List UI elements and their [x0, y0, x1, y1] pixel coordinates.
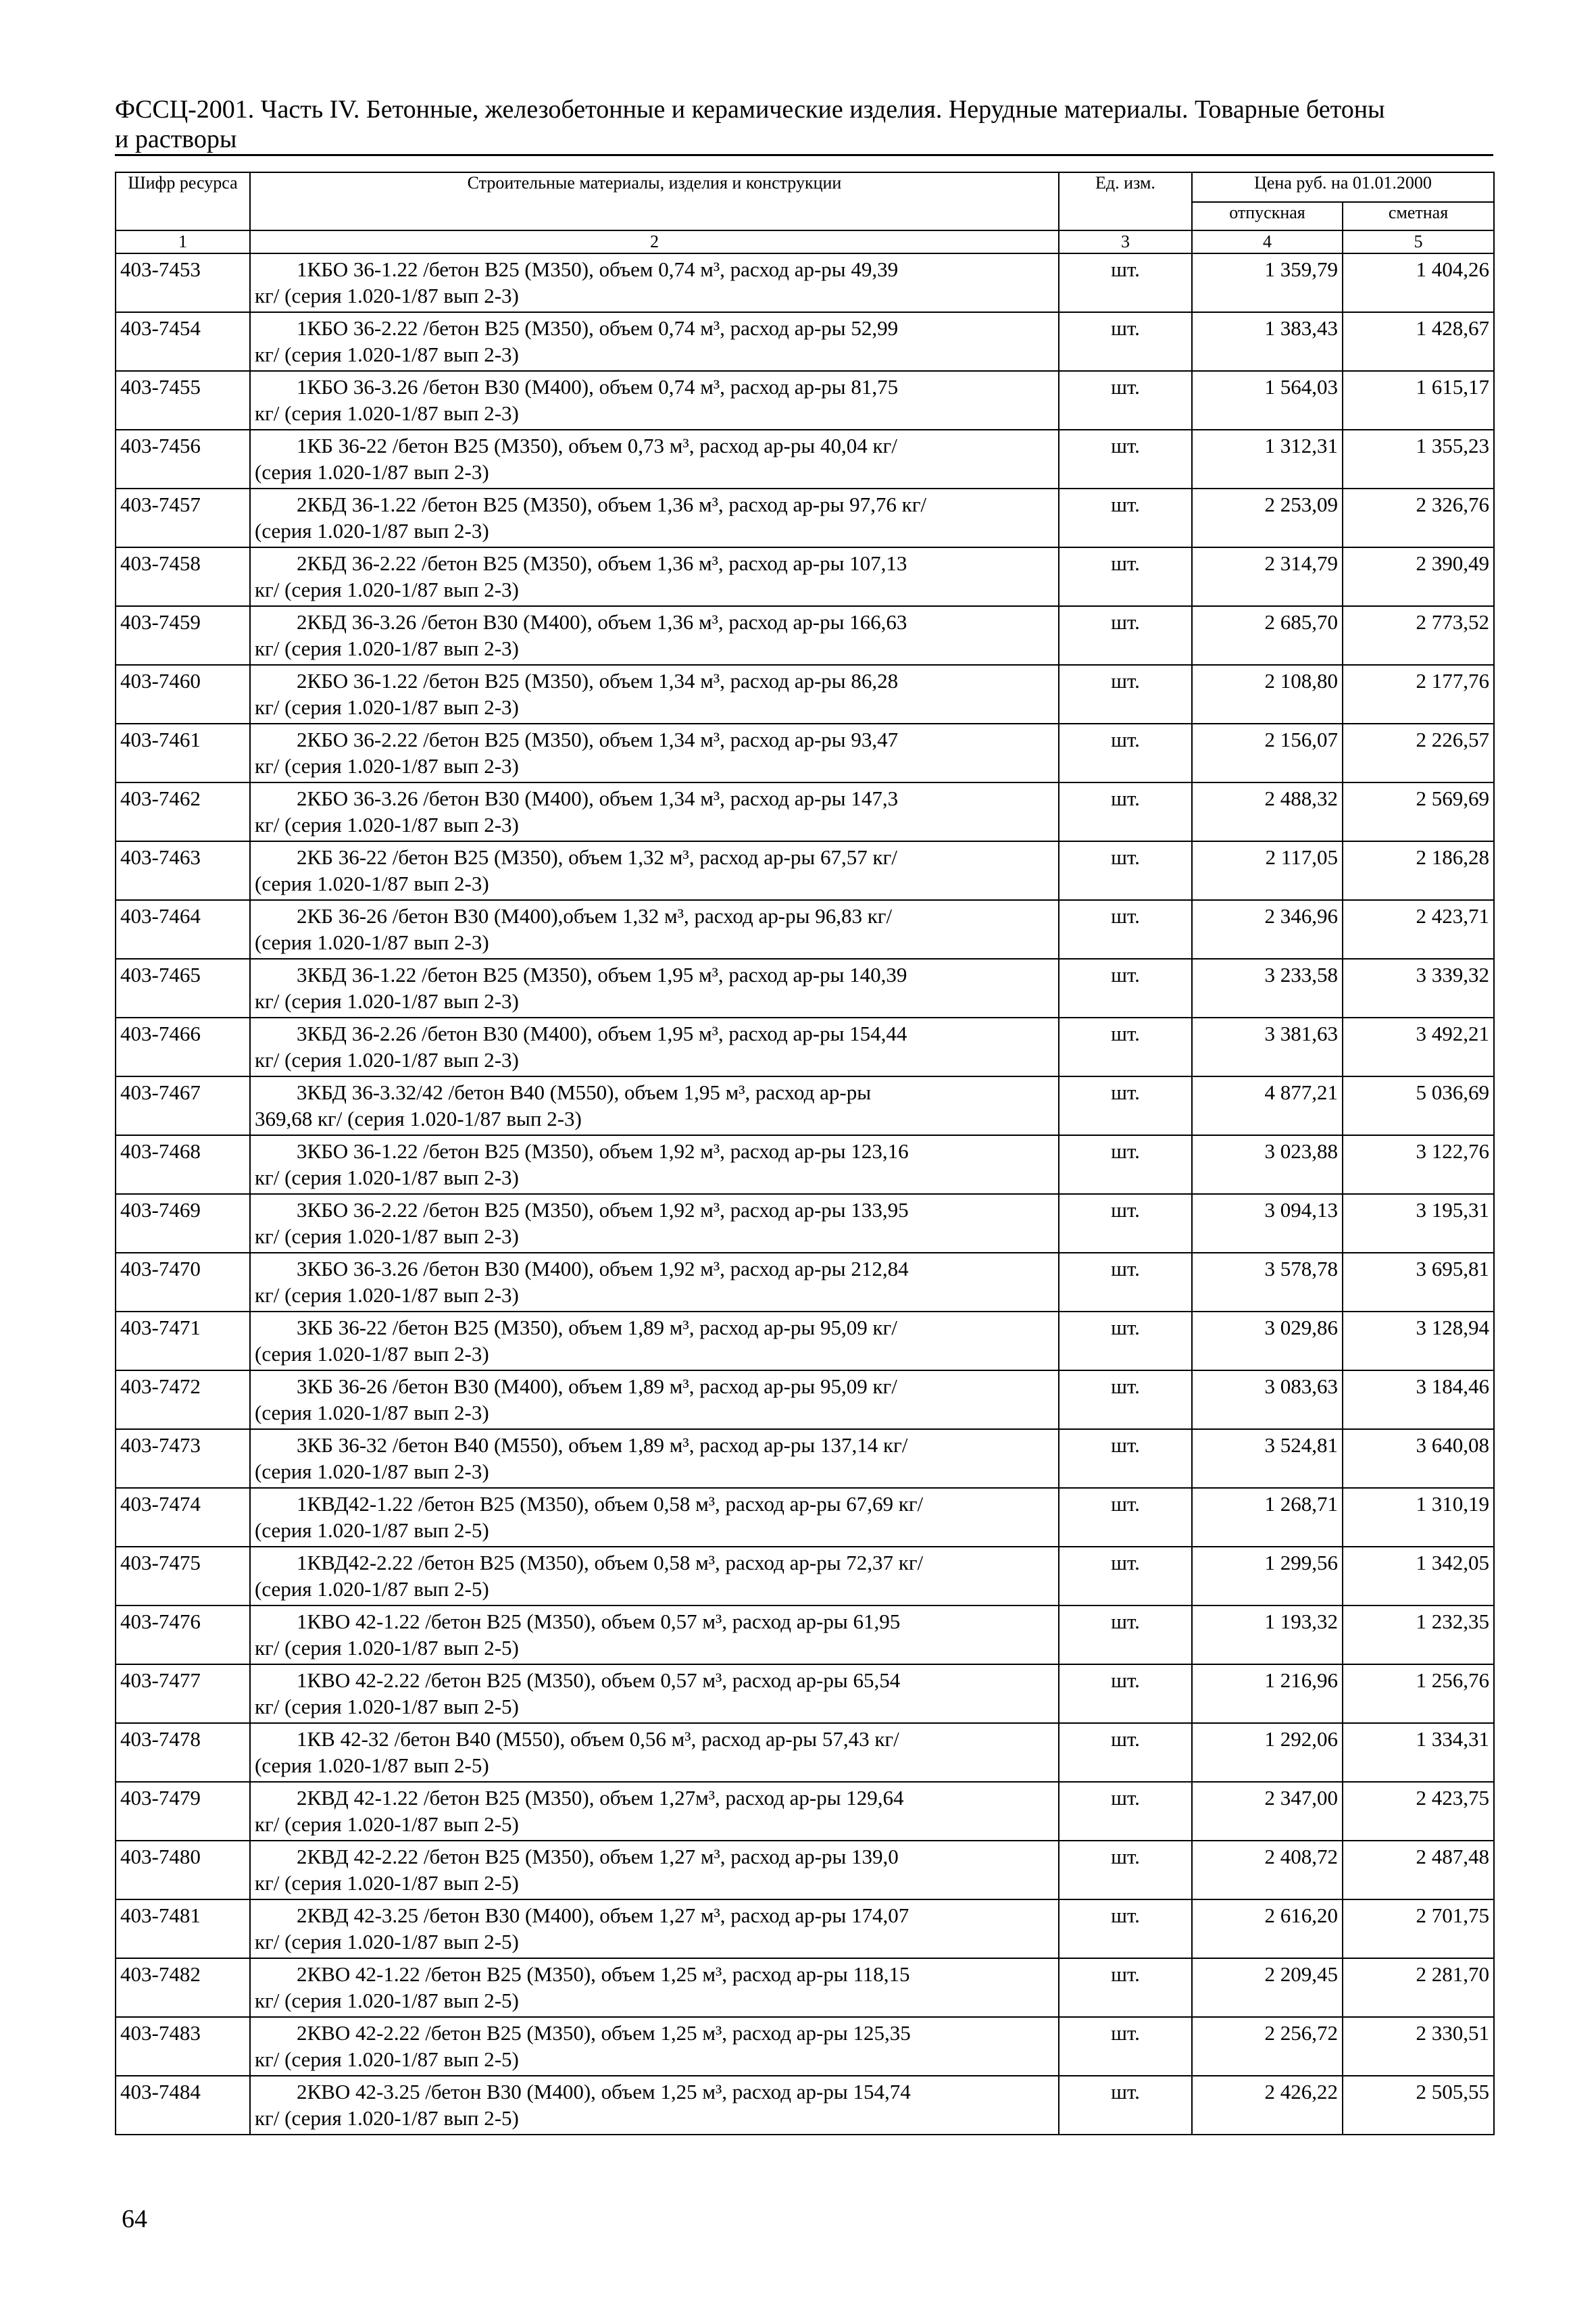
description-line-1: 2КБО 36-1.22 /бетон В25 (М350), объем 1,34 м³, расход ар-ры 86,28 — [297, 669, 899, 693]
release-price-cell: 3 381,63 — [1192, 1018, 1343, 1076]
description-line-2: кг/ (серия 1.020-1/87 вып 2-3) — [255, 1224, 519, 1248]
table-row — [116, 959, 1494, 1018]
resource-code-cell: 403-7478 — [116, 1723, 250, 1782]
release-price-cell: 1 299,56 — [1192, 1547, 1343, 1605]
table-row — [116, 1899, 1494, 1958]
release-price-cell: 4 877,21 — [1192, 1076, 1343, 1135]
resource-code-cell: 403-7466 — [116, 1018, 250, 1076]
estimate-price-cell: 2 701,75 — [1343, 1899, 1494, 1958]
table-row — [116, 1782, 1494, 1841]
table-row — [116, 253, 1494, 312]
unit-cell: шт. — [1059, 489, 1192, 547]
description-line-1: 1КВД42-2.22 /бетон В25 (М350), объем 0,58 м³, расход ар-ры 72,37 кг/ — [297, 1551, 924, 1574]
description-cell — [250, 1782, 1059, 1841]
description-line-1: 1КВО 42-1.22 /бетон В25 (М350), объем 0,57 м³, расход ар-ры 61,95 — [297, 1610, 901, 1633]
table-row — [116, 900, 1494, 959]
col-header-estimate: сметная — [1343, 202, 1494, 230]
description-cell — [250, 1018, 1059, 1076]
column-numbers-row — [116, 230, 1494, 253]
description-cell — [250, 1899, 1059, 1958]
table-row — [116, 665, 1494, 724]
estimate-price-cell: 1 232,35 — [1343, 1605, 1494, 1664]
description-cell — [250, 1841, 1059, 1899]
description-cell — [250, 1370, 1059, 1429]
description-cell — [250, 1312, 1059, 1370]
col-header-release: отпускная — [1192, 202, 1343, 230]
release-price-cell: 2 346,96 — [1192, 900, 1343, 959]
estimate-price-cell: 3 640,08 — [1343, 1429, 1494, 1488]
description-line-1: 2КБО 36-2.22 /бетон В25 (М350), объем 1,34 м³, расход ар-ры 93,47 — [297, 728, 899, 751]
release-price-cell: 1 312,31 — [1192, 430, 1343, 489]
description-cell — [250, 1605, 1059, 1664]
table-row — [116, 2017, 1494, 2076]
table-row — [116, 1018, 1494, 1076]
release-price-cell: 2 209,45 — [1192, 1958, 1343, 2017]
description-line-1: 3КБО 36-2.22 /бетон В25 (М350), объем 1,92 м³, расход ар-ры 133,95 — [297, 1198, 909, 1222]
description-cell — [250, 430, 1059, 489]
resource-code-cell: 403-7484 — [116, 2076, 250, 2135]
description-line-1: 1КБ 36-22 /бетон В25 (М350), объем 0,73 м³, расход ар-ры 40,04 кг/ — [297, 434, 897, 457]
unit-cell: шт. — [1059, 1018, 1192, 1076]
resource-code-cell: 403-7482 — [116, 1958, 250, 2017]
release-price-cell: 1 564,03 — [1192, 371, 1343, 430]
resource-code-cell: 403-7479 — [116, 1782, 250, 1841]
estimate-price-cell: 3 339,32 — [1343, 959, 1494, 1018]
column-number: 5 — [1343, 230, 1494, 253]
table-row — [116, 371, 1494, 430]
release-price-cell: 2 685,70 — [1192, 606, 1343, 665]
table-row — [116, 1488, 1494, 1547]
release-price-cell: 2 108,80 — [1192, 665, 1343, 724]
estimate-price-cell: 2 390,49 — [1343, 547, 1494, 606]
estimate-price-cell: 2 773,52 — [1343, 606, 1494, 665]
estimate-price-cell: 2 330,51 — [1343, 2017, 1494, 2076]
description-line-2: кг/ (серия 1.020-1/87 вып 2-3) — [255, 343, 519, 366]
estimate-price-cell: 3 695,81 — [1343, 1253, 1494, 1312]
resource-code-cell: 403-7469 — [116, 1194, 250, 1253]
resource-code-cell: 403-7455 — [116, 371, 250, 430]
description-line-2: 369,68 кг/ (серия 1.020-1/87 вып 2-3) — [255, 1107, 582, 1130]
release-price-cell: 1 268,71 — [1192, 1488, 1343, 1547]
unit-cell: шт. — [1059, 1488, 1192, 1547]
release-price-cell: 2 426,22 — [1192, 2076, 1343, 2135]
release-price-cell: 2 256,72 — [1192, 2017, 1343, 2076]
unit-cell: шт. — [1059, 430, 1192, 489]
estimate-price-cell: 1 256,76 — [1343, 1664, 1494, 1723]
description-line-1: 2КБД 36-3.26 /бетон В30 (М400), объем 1,36 м³, расход ар-ры 166,63 — [297, 610, 907, 634]
description-line-2: кг/ (серия 1.020-1/87 вып 2-3) — [255, 578, 519, 601]
resource-code-cell: 403-7462 — [116, 782, 250, 841]
description-line-2: кг/ (серия 1.020-1/87 вып 2-5) — [255, 1871, 519, 1895]
resource-code-cell: 403-7483 — [116, 2017, 250, 2076]
release-price-cell: 3 233,58 — [1192, 959, 1343, 1018]
description-line-2: кг/ (серия 1.020-1/87 вып 2-3) — [255, 284, 519, 307]
description-cell — [250, 606, 1059, 665]
unit-cell: шт. — [1059, 724, 1192, 782]
resource-code-cell: 403-7458 — [116, 547, 250, 606]
description-cell — [250, 1429, 1059, 1488]
description-line-1: 3КБ 36-32 /бетон В40 (М550), объем 1,89 м³, расход ар-ры 137,14 кг/ — [297, 1433, 908, 1457]
resource-code-cell: 403-7460 — [116, 665, 250, 724]
description-cell — [250, 253, 1059, 312]
table-body — [116, 253, 1494, 2135]
resource-code-cell: 403-7464 — [116, 900, 250, 959]
estimate-price-cell: 1 342,05 — [1343, 1547, 1494, 1605]
description-line-1: 2КВД 42-2.22 /бетон В25 (М350), объем 1,27 м³, расход ар-ры 139,0 — [297, 1845, 899, 1868]
release-price-cell: 2 314,79 — [1192, 547, 1343, 606]
estimate-price-cell: 1 355,23 — [1343, 430, 1494, 489]
description-cell — [250, 841, 1059, 900]
release-price-cell: 2 616,20 — [1192, 1899, 1343, 1958]
estimate-price-cell: 1 334,31 — [1343, 1723, 1494, 1782]
description-cell — [250, 1135, 1059, 1194]
description-line-2: кг/ (серия 1.020-1/87 вып 2-3) — [255, 1283, 519, 1307]
description-cell — [250, 1547, 1059, 1605]
unit-cell: шт. — [1059, 2076, 1192, 2135]
unit-cell: шт. — [1059, 1841, 1192, 1899]
description-line-2: кг/ (серия 1.020-1/87 вып 2-5) — [255, 1636, 519, 1660]
description-line-2: кг/ (серия 1.020-1/87 вып 2-3) — [255, 813, 519, 837]
page-number: 64 — [122, 2205, 147, 2233]
table-row — [116, 1253, 1494, 1312]
table-row — [116, 1194, 1494, 1253]
page-header — [115, 95, 1493, 154]
table-row — [116, 312, 1494, 371]
estimate-price-cell: 3 195,31 — [1343, 1194, 1494, 1253]
release-price-cell: 2 408,72 — [1192, 1841, 1343, 1899]
description-cell — [250, 2076, 1059, 2135]
description-line-2: кг/ (серия 1.020-1/87 вып 2-3) — [255, 989, 519, 1013]
resource-code-cell: 403-7461 — [116, 724, 250, 782]
estimate-price-cell: 1 615,17 — [1343, 371, 1494, 430]
resource-code-cell: 403-7480 — [116, 1841, 250, 1899]
unit-cell: шт. — [1059, 959, 1192, 1018]
description-line-2: кг/ (серия 1.020-1/87 вып 2-5) — [255, 1695, 519, 1718]
resource-code-cell: 403-7475 — [116, 1547, 250, 1605]
estimate-price-cell: 2 569,69 — [1343, 782, 1494, 841]
description-line-2: (серия 1.020-1/87 вып 2-3) — [255, 1460, 489, 1483]
description-line-1: 3КБ 36-22 /бетон В25 (М350), объем 1,89 м³, расход ар-ры 95,09 кг/ — [297, 1316, 897, 1339]
unit-cell: шт. — [1059, 1605, 1192, 1664]
release-price-cell: 2 347,00 — [1192, 1782, 1343, 1841]
estimate-price-cell: 2 487,48 — [1343, 1841, 1494, 1899]
estimate-price-cell: 2 423,75 — [1343, 1782, 1494, 1841]
description-line-1: 1КВО 42-2.22 /бетон В25 (М350), объем 0,57 м³, расход ар-ры 65,54 — [297, 1668, 901, 1692]
unit-cell: шт. — [1059, 312, 1192, 371]
description-line-2: (серия 1.020-1/87 вып 2-3) — [255, 872, 489, 895]
unit-cell: шт. — [1059, 1076, 1192, 1135]
description-line-1: 3КБ 36-26 /бетон В30 (М400), объем 1,89 м³, расход ар-ры 95,09 кг/ — [297, 1374, 897, 1398]
description-line-1: 3КБД 36-1.22 /бетон В25 (М350), объем 1,95 м³, расход ар-ры 140,39 — [297, 963, 907, 987]
table-row — [116, 1841, 1494, 1899]
description-line-1: 1КБО 36-2.22 /бетон В25 (М350), объем 0,74 м³, расход ар-ры 52,99 — [297, 316, 899, 340]
description-line-2: (серия 1.020-1/87 вып 2-5) — [255, 1577, 489, 1601]
description-cell — [250, 2017, 1059, 2076]
estimate-price-cell: 1 428,67 — [1343, 312, 1494, 371]
estimate-price-cell: 2 281,70 — [1343, 1958, 1494, 2017]
col-header-code: Шифр ресурса — [116, 172, 250, 230]
column-number: 2 — [250, 230, 1059, 253]
header-line-2: и растворы — [115, 125, 237, 153]
description-line-1: 2КВД 42-1.22 /бетон В25 (М350), объем 1,27м³, расход ар-ры 129,64 — [297, 1786, 904, 1810]
unit-cell: шт. — [1059, 1723, 1192, 1782]
resource-code-cell: 403-7457 — [116, 489, 250, 547]
unit-cell: шт. — [1059, 1547, 1192, 1605]
description-cell — [250, 547, 1059, 606]
description-cell — [250, 1958, 1059, 2017]
table-row — [116, 430, 1494, 489]
description-line-2: кг/ (серия 1.020-1/87 вып 2-3) — [255, 401, 519, 425]
unit-cell: шт. — [1059, 665, 1192, 724]
resource-code-cell: 403-7474 — [116, 1488, 250, 1547]
description-line-1: 3КБО 36-3.26 /бетон В30 (М400), объем 1,92 м³, расход ар-ры 212,84 — [297, 1257, 909, 1280]
unit-cell: шт. — [1059, 1429, 1192, 1488]
table-row — [116, 1135, 1494, 1194]
description-line-1: 3КБО 36-1.22 /бетон В25 (М350), объем 1,92 м³, расход ар-ры 123,16 — [297, 1139, 909, 1163]
resource-code-cell: 403-7467 — [116, 1076, 250, 1135]
resource-code-cell: 403-7476 — [116, 1605, 250, 1664]
description-line-2: кг/ (серия 1.020-1/87 вып 2-5) — [255, 1930, 519, 1953]
description-line-1: 2КБД 36-2.22 /бетон В25 (М350), объем 1,36 м³, расход ар-ры 107,13 — [297, 551, 907, 575]
unit-cell: шт. — [1059, 1664, 1192, 1723]
description-cell — [250, 489, 1059, 547]
table-row — [116, 1370, 1494, 1429]
description-cell — [250, 1253, 1059, 1312]
table-row — [116, 1958, 1494, 2017]
description-line-1: 1КВ 42-32 /бетон В40 (М550), объем 0,56 м³, расход ар-ры 57,43 кг/ — [297, 1727, 899, 1751]
unit-cell: шт. — [1059, 1253, 1192, 1312]
description-line-2: (серия 1.020-1/87 вып 2-5) — [255, 1753, 489, 1777]
table-row — [116, 1605, 1494, 1664]
resource-code-cell: 403-7459 — [116, 606, 250, 665]
description-line-1: 2КБ 36-26 /бетон В30 (М400),объем 1,32 м³, расход ар-ры 96,83 кг/ — [297, 904, 893, 928]
description-line-2: (серия 1.020-1/87 вып 2-3) — [255, 519, 489, 543]
table-row — [116, 841, 1494, 900]
description-line-1: 3КБД 36-2.26 /бетон В30 (М400), объем 1,95 м³, расход ар-ры 154,44 — [297, 1022, 907, 1045]
unit-cell: шт. — [1059, 371, 1192, 430]
description-line-1: 3КБД 36-3.32/42 /бетон В40 (М550), объем 1,95 м³, расход ар-ры — [297, 1080, 872, 1104]
resource-code-cell: 403-7463 — [116, 841, 250, 900]
release-price-cell: 2 156,07 — [1192, 724, 1343, 782]
unit-cell: шт. — [1059, 900, 1192, 959]
description-line-1: 2КВО 42-3.25 /бетон В30 (М400), объем 1,25 м³, расход ар-ры 154,74 — [297, 2080, 911, 2104]
estimate-price-cell: 5 036,69 — [1343, 1076, 1494, 1135]
release-price-cell: 1 359,79 — [1192, 253, 1343, 312]
description-line-2: (серия 1.020-1/87 вып 2-3) — [255, 930, 489, 954]
description-line-2: кг/ (серия 1.020-1/87 вып 2-5) — [255, 1812, 519, 1836]
unit-cell: шт. — [1059, 1370, 1192, 1429]
description-line-2: (серия 1.020-1/87 вып 2-3) — [255, 1401, 489, 1424]
estimate-price-cell: 2 177,76 — [1343, 665, 1494, 724]
description-line-2: кг/ (серия 1.020-1/87 вып 2-3) — [255, 637, 519, 660]
resource-code-cell: 403-7472 — [116, 1370, 250, 1429]
col-header-price: Цена руб. на 01.01.2000 — [1192, 172, 1494, 202]
description-line-2: кг/ (серия 1.020-1/87 вып 2-5) — [255, 1989, 519, 2012]
release-price-cell: 1 383,43 — [1192, 312, 1343, 371]
table-row — [116, 1547, 1494, 1605]
resource-code-cell: 403-7477 — [116, 1664, 250, 1723]
unit-cell: шт. — [1059, 2017, 1192, 2076]
resource-code-cell: 403-7465 — [116, 959, 250, 1018]
description-line-1: 2КВО 42-1.22 /бетон В25 (М350), объем 1,25 м³, расход ар-ры 118,15 — [297, 1962, 910, 1986]
description-line-2: кг/ (серия 1.020-1/87 вып 2-3) — [255, 754, 519, 778]
description-line-1: 2КБ 36-22 /бетон В25 (М350), объем 1,32 м³, расход ар-ры 67,57 кг/ — [297, 845, 897, 869]
unit-cell: шт. — [1059, 841, 1192, 900]
description-line-2: кг/ (серия 1.020-1/87 вып 2-3) — [255, 695, 519, 719]
estimate-price-cell: 2 505,55 — [1343, 2076, 1494, 2135]
resource-code-cell: 403-7473 — [116, 1429, 250, 1488]
table-row — [116, 782, 1494, 841]
release-price-cell: 3 524,81 — [1192, 1429, 1343, 1488]
description-cell — [250, 1076, 1059, 1135]
col-header-name: Строительные материалы, изделия и конструкции — [250, 172, 1059, 230]
table-row — [116, 547, 1494, 606]
unit-cell: шт. — [1059, 1135, 1192, 1194]
description-cell — [250, 724, 1059, 782]
release-price-cell: 2 117,05 — [1192, 841, 1343, 900]
description-line-1: 1КВД42-1.22 /бетон В25 (М350), объем 0,58 м³, расход ар-ры 67,69 кг/ — [297, 1492, 924, 1516]
description-line-2: кг/ (серия 1.020-1/87 вып 2-5) — [255, 2047, 519, 2071]
col-header-unit: Ед. изм. — [1059, 172, 1192, 230]
table-row — [116, 1664, 1494, 1723]
release-price-cell: 1 216,96 — [1192, 1664, 1343, 1723]
column-number: 3 — [1059, 230, 1192, 253]
description-line-2: кг/ (серия 1.020-1/87 вып 2-5) — [255, 2106, 519, 2130]
description-cell — [250, 1194, 1059, 1253]
column-number: 1 — [116, 230, 250, 253]
release-price-cell: 3 083,63 — [1192, 1370, 1343, 1429]
release-price-cell: 2 253,09 — [1192, 489, 1343, 547]
estimate-price-cell: 2 226,57 — [1343, 724, 1494, 782]
release-price-cell: 3 578,78 — [1192, 1253, 1343, 1312]
table-row — [116, 1076, 1494, 1135]
description-line-2: (серия 1.020-1/87 вып 2-3) — [255, 1342, 489, 1366]
description-line-1: 2КБД 36-1.22 /бетон В25 (М350), объем 1,36 м³, расход ар-ры 97,76 кг/ — [297, 493, 927, 516]
resource-code-cell: 403-7471 — [116, 1312, 250, 1370]
resource-code-cell: 403-7453 — [116, 253, 250, 312]
description-line-2: (серия 1.020-1/87 вып 2-3) — [255, 460, 489, 484]
description-cell — [250, 1723, 1059, 1782]
unit-cell: шт. — [1059, 1899, 1192, 1958]
estimate-price-cell: 3 492,21 — [1343, 1018, 1494, 1076]
description-line-1: 2КВО 42-2.22 /бетон В25 (М350), объем 1,25 м³, расход ар-ры 125,35 — [297, 2021, 911, 2045]
unit-cell: шт. — [1059, 606, 1192, 665]
estimate-price-cell: 2 423,71 — [1343, 900, 1494, 959]
table-row — [116, 1723, 1494, 1782]
estimate-price-cell: 3 184,46 — [1343, 1370, 1494, 1429]
table-row — [116, 1429, 1494, 1488]
description-line-1: 1КБО 36-3.26 /бетон В30 (М400), объем 0,74 м³, расход ар-ры 81,75 — [297, 375, 899, 399]
table-row — [116, 489, 1494, 547]
table-row — [116, 2076, 1494, 2135]
description-cell — [250, 782, 1059, 841]
description-line-1: 2КВД 42-3.25 /бетон В30 (М400), объем 1,27 м³, расход ар-ры 174,07 — [297, 1903, 909, 1927]
estimate-price-cell: 2 186,28 — [1343, 841, 1494, 900]
description-line-2: (серия 1.020-1/87 вып 2-5) — [255, 1518, 489, 1542]
description-line-2: кг/ (серия 1.020-1/87 вып 2-3) — [255, 1166, 519, 1189]
resource-code-cell: 403-7470 — [116, 1253, 250, 1312]
release-price-cell: 3 094,13 — [1192, 1194, 1343, 1253]
unit-cell: шт. — [1059, 1312, 1192, 1370]
resource-code-cell: 403-7456 — [116, 430, 250, 489]
release-price-cell: 1 292,06 — [1192, 1723, 1343, 1782]
release-price-cell: 1 193,32 — [1192, 1605, 1343, 1664]
release-price-cell: 2 488,32 — [1192, 782, 1343, 841]
description-line-2: кг/ (серия 1.020-1/87 вып 2-3) — [255, 1048, 519, 1072]
description-cell — [250, 1664, 1059, 1723]
column-number: 4 — [1192, 230, 1343, 253]
price-table — [115, 172, 1495, 2135]
release-price-cell: 3 029,86 — [1192, 1312, 1343, 1370]
description-cell — [250, 1488, 1059, 1547]
table-row — [116, 606, 1494, 665]
header-rule — [115, 154, 1493, 156]
table-row — [116, 724, 1494, 782]
description-cell — [250, 900, 1059, 959]
description-cell — [250, 371, 1059, 430]
estimate-price-cell: 2 326,76 — [1343, 489, 1494, 547]
estimate-price-cell: 3 128,94 — [1343, 1312, 1494, 1370]
description-cell — [250, 312, 1059, 371]
resource-code-cell: 403-7454 — [116, 312, 250, 371]
unit-cell: шт. — [1059, 1782, 1192, 1841]
table-row — [116, 1312, 1494, 1370]
description-line-1: 2КБО 36-3.26 /бетон В30 (М400), объем 1,34 м³, расход ар-ры 147,3 — [297, 787, 899, 810]
unit-cell: шт. — [1059, 253, 1192, 312]
resource-code-cell: 403-7468 — [116, 1135, 250, 1194]
description-cell — [250, 959, 1059, 1018]
estimate-price-cell: 3 122,76 — [1343, 1135, 1494, 1194]
unit-cell: шт. — [1059, 547, 1192, 606]
unit-cell: шт. — [1059, 1958, 1192, 2017]
release-price-cell: 3 023,88 — [1192, 1135, 1343, 1194]
estimate-price-cell: 1 404,26 — [1343, 253, 1494, 312]
resource-code-cell: 403-7481 — [116, 1899, 250, 1958]
header-line-1: ФССЦ-2001. Часть IV. Бетонные, железобетонные и керамические изделия. Нерудные материалы. Товарные бетоны — [115, 95, 1385, 124]
description-cell — [250, 665, 1059, 724]
estimate-price-cell: 1 310,19 — [1343, 1488, 1494, 1547]
unit-cell: шт. — [1059, 1194, 1192, 1253]
description-line-1: 1КБО 36-1.22 /бетон В25 (М350), объем 0,74 м³, расход ар-ры 49,39 — [297, 257, 899, 281]
unit-cell: шт. — [1059, 782, 1192, 841]
